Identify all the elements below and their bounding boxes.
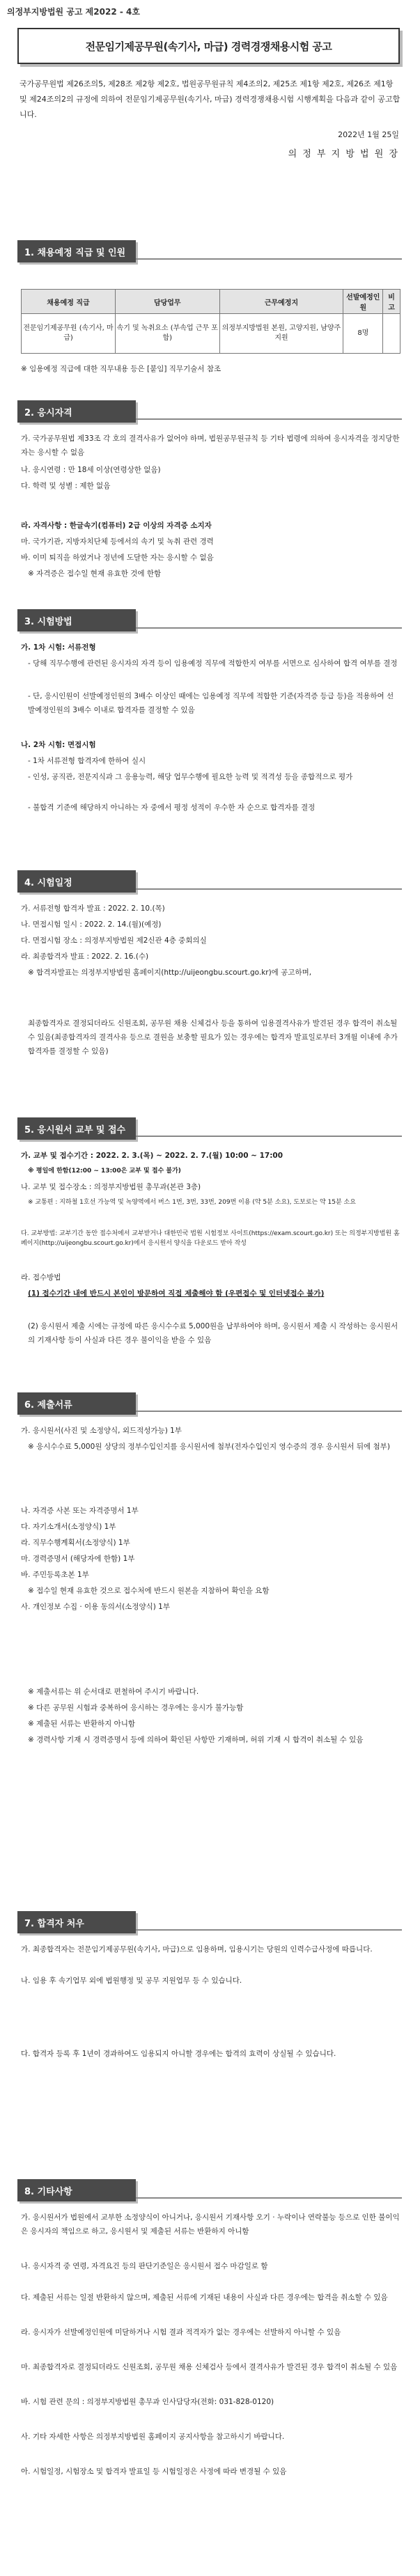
s6-line: 사. 개인정보 수집 · 이용 동의서(소정양식) 1부 xyxy=(21,1603,171,1611)
s8-line: 바. 시험 관련 문의 : 의정부지방법원 총무과 인사담당자(전화: 031-828-0120) xyxy=(21,2398,274,2406)
s4-line: 가. 서류전형 합격자 발표 : 2022. 2. 10.(목) xyxy=(21,904,165,913)
section-divider xyxy=(136,870,402,890)
intro-text: 국가공무원법 제26조의5, 제28조 제2항 제2호, 법원공무원규칙 제4조의2, 제25조 제1항 제2호, 제26조 제1항 및 제24조의2의 규정에 의하여 전문임기제공무원(속기사, 마급) 경력경쟁채용시험 시행계획을 다음과 같이 공고합니다. xyxy=(20,79,400,119)
s6-line: 가. 응시원서(사진 및 소정양식, 외드적성가능) 1부 xyxy=(21,1427,182,1435)
section-7-title: 7. 합격자 처우 xyxy=(17,1911,136,1933)
section-divider xyxy=(136,240,402,260)
section-4-header xyxy=(17,870,402,893)
s6-line: ※ 경력사항 기재 시 경력증명서 등에 의하여 확인된 사항만 기재하며, 허위 기재 시 합격이 취소될 수 있음 xyxy=(28,1736,364,1744)
issuer: 의 정 부 지 방 법 원 장 xyxy=(288,149,399,159)
table-header: 채용예정 직급 xyxy=(22,290,116,314)
s3-line: - 단, 응시인원이 선발예정인원의 3배수 이상인 때에는 임용예정 직무에 적합한 기준(자격증 등급 등)을 적용하여 선발예정인원의 3배수 이내로 합격자를 결정할 수 있음 xyxy=(28,692,394,714)
s4-line: 최종합격자로 결정되더라도 신원조회, 공무원 채용 신체검사 등을 통하여 임용결격사유가 발견된 경우 합격이 취소될 수 있음(최종합격자의 결격사유 등으로 결원을 보충할 필요가 있는 경우에는 합격자 발표일로부터 3개월 이내에 추가합격자를 결정할 수 있음) xyxy=(28,1019,398,1055)
section-8-header xyxy=(17,2179,402,2201)
s8-line: 아. 시험일정, 시험장소 및 합격자 발표일 등 시험일정은 사정에 따라 변경될 수 있음 xyxy=(21,2467,287,2476)
section-2-title: 2. 응시자격 xyxy=(17,400,136,423)
s6-line: ※ 제출된 서류는 반환하지 아니함 xyxy=(28,1720,136,1728)
s8-line: 사. 기타 자세한 사항은 의정부지방법원 홈페이지 공지사항을 참고하시기 바랍니다. xyxy=(21,2433,285,2441)
section-divider xyxy=(136,1392,402,1412)
s3-line: - 당해 직무수행에 관련된 응시자의 자격 등이 임용예정 직무에 적합한지 여부를 서면으로 심사하여 합격 여부를 결정 xyxy=(28,659,398,668)
s2-line: 다. 학력 및 성별 : 제한 없음 xyxy=(21,482,111,490)
section-1-header xyxy=(17,240,402,262)
s3-line: 가. 1차 시험: 서류전형 xyxy=(21,643,96,652)
s6-line: 다. 자기소개서(소정양식) 1부 xyxy=(21,1523,116,1531)
notice-number: 의정부지방법원 공고 제2022 - 4호 xyxy=(7,7,140,17)
s3-line: - 1차 서류전형 합격자에 한하여 실시 xyxy=(28,757,146,765)
section-5-title: 5. 응시원서 교부 및 접수 xyxy=(17,1117,136,1140)
s4-line: 다. 면접시험 장소 : 의정부지방법원 제2신관 4층 중회의실 xyxy=(21,936,207,945)
section-divider xyxy=(136,609,402,629)
page-title: 전문임기제공무원(속기사, 마급) 경력경쟁채용시험 공고 xyxy=(85,40,332,53)
section-4-title: 4. 시험일정 xyxy=(17,870,136,893)
s6-line: 바. 주민등록초본 1부 xyxy=(21,1571,89,1579)
s3-line: - 인성, 공직관, 전문지식과 그 응용능력, 해당 업무수행에 필요한 능력 및 적격성 등을 종합적으로 평가 xyxy=(28,773,353,781)
table-header: 비 고 xyxy=(383,290,400,314)
s5-line: 나. 교부 및 접수장소 : 의정부지방법원 총무과(본관 3층) xyxy=(21,1183,201,1191)
s8-line: 마. 최종합격자로 결정되더라도 신원조회, 공무원 채용 신체검사 등에서 결격사유가 발견된 경우 합격이 취소될 수 있음 xyxy=(21,2363,398,2371)
s6-line: ※ 응시수수료 5,000원 상당의 정부수입인지를 응시원서에 첨부(전자수입인지 영수증의 경우 응시원서 뒤에 첨부) xyxy=(28,1443,390,1451)
s5-line: 가. 교부 및 접수기간 : 2022. 2. 3.(목) ~ 2022. 2. 7.(월) 10:00 ~ 17:00 xyxy=(21,1152,283,1160)
s1-note: ※ 임용예정 직급에 대한 직무내용 등은 [붙임] 직무기술서 참조 xyxy=(21,365,221,373)
s6-line: 라. 직무수행계획서(소정양식) 1부 xyxy=(21,1539,130,1547)
recruit-table xyxy=(21,289,400,354)
s8-line: 라. 응시자가 선발예정인원에 미달하거나 시험 결과 적격자가 없는 경우에는 선발하지 아니할 수 있음 xyxy=(21,2328,341,2337)
section-6-header xyxy=(17,1392,402,1415)
s5-line: (1) 접수기간 내에 반드시 본인이 방문하여 직접 제출해야 함 (우편접수 및 인터넷접수 불가) xyxy=(28,1289,325,1298)
s3-line: - 불합격 기준에 해당하지 아니하는 자 중에서 평정 성적이 우수한 자 순으로 합격자를 결정 xyxy=(28,803,316,812)
section-divider xyxy=(136,1911,402,1931)
s2-line: 라. 자격사항 : 한글속기(컴퓨터) 2급 이상의 자격증 소지자 xyxy=(21,521,212,530)
table-cell: 속기 및 녹취요소 (부속업 근무 포함) xyxy=(115,314,219,354)
s6-line: 마. 경력증명서 (해당자에 한함) 1부 xyxy=(21,1555,135,1563)
section-8-title: 8. 기타사항 xyxy=(17,2179,136,2201)
s7-line: 가. 최종합격자는 전문임기제공무원(속기사, 마급)으로 임용하며, 임용시기는 당원의 인력수급사정에 따릅니다. xyxy=(21,1945,373,1954)
s8-line: 나. 응시자격 중 연령, 자격요건 등의 판단기준일은 응시원서 접수 마감일로 함 xyxy=(21,2262,268,2270)
s2-line: 마. 국가기관, 지방자치단체 등에서의 속기 및 녹취 관련 경력 xyxy=(21,537,214,546)
notice-date: 2022년 1월 25일 xyxy=(338,130,399,139)
table-header-row xyxy=(22,290,400,314)
s7-line: 다. 합격자 등록 후 1년이 경과하여도 임용되지 아니할 경우에는 합격의 효력이 상실될 수 있습니다. xyxy=(21,2050,336,2058)
s8-line: 가. 응시원서가 법원에서 교부한 소정양식이 아니거나, 응시원서 기재사항 오기 · 누락이나 연락불능 등으로 인한 불이익은 응시자의 책임으로 하고, 응시원서 및 제출된 서류는 반환하지 아니함 xyxy=(21,2213,400,2236)
section-divider xyxy=(136,1117,402,1137)
section-divider xyxy=(136,400,402,420)
section-6-title: 6. 제출서류 xyxy=(17,1392,136,1415)
section-3-title: 3. 시험방법 xyxy=(17,609,136,631)
table-cell: 전문임기제공무원 (속기사, 마급) xyxy=(22,314,116,354)
section-3-header xyxy=(17,609,402,631)
s6-line: ※ 접수일 현재 유효한 것으로 접수처에 반드시 원본을 지참하여 확인을 요함 xyxy=(28,1587,270,1595)
s6-line: ※ 제출서류는 위 순서대로 편철하여 주시기 바랍니다. xyxy=(28,1688,199,1696)
table-cell: 8명 xyxy=(343,314,383,354)
table-header: 선발예정인원 xyxy=(343,290,383,314)
s3-line: 나. 2차 시험: 면접시험 xyxy=(21,741,96,749)
s2-line: 나. 응시연령 : 만 18세 이상(연령상한 없음) xyxy=(21,466,161,474)
s5-line: 다. 교부방법: 교부기간 동안 접수처에서 교부받거나 대한민국 법원 시험정보 사이트(https://exam.scourt.go.kr) 또는 의정부지방법원 홈페이지(http://uijeongbu.scourt.go.kr)에서 응시원서 양식을 다운로드 받아 작성 xyxy=(21,1230,400,1247)
s4-line: ※ 합격자발표는 의정부지방법원 홈페이지(http://uijeongbu.scourt.go.kr)에 공고하며, xyxy=(28,968,312,977)
section-2-header xyxy=(17,400,402,423)
table-cell xyxy=(383,314,400,354)
table-header: 담당업무 xyxy=(115,290,219,314)
s5-line: ※ 교통편 : 지하철 1호선 가능역 및 녹양역에서 버스 1번, 3번, 33번, 209번 이용 (약 5분 소요), 도보로는 약 15분 소요 xyxy=(28,1199,356,1206)
s8-line: 다. 제출된 서류는 일절 반환하지 않으며, 제출된 서류에 기재된 내용이 사실과 다른 경우에는 합격을 취소할 수 있음 xyxy=(21,2293,388,2302)
s2-line: 바. 이미 퇴직을 하였거나 정년에 도달한 자는 응시할 수 없음 xyxy=(21,553,214,562)
s7-line: 나. 임용 후 속기업무 외에 법원행정 및 공무 지원업무 등 수 있습니다. xyxy=(21,1977,242,1985)
s2-line: ※ 자격증은 접수일 현재 유효한 것에 한함 xyxy=(28,570,162,578)
table-cell: 의정부지방법원 본원, 고양지원, 남양주지원 xyxy=(219,314,343,354)
section-5-header xyxy=(17,1117,402,1140)
table-row xyxy=(22,314,400,354)
section-divider xyxy=(136,2179,402,2199)
s5-line: (2) 응시원서 제출 시에는 규정에 따른 응시수수료 5,000원을 납부하여야 하며, 응시원서 제출 시 작성하는 응시원서의 기재사항 등이 사실과 다른 경우 불이익을 받을 수 있음 xyxy=(28,1322,398,1344)
s2-line: 가. 국가공무원법 제33조 각 호의 결격사유가 없어야 하며, 법원공무원규칙 등 기타 법령에 의하여 응시자격을 정지당한 자는 응시할 수 없음 xyxy=(21,434,400,457)
title-box xyxy=(17,28,400,64)
table-header: 근무예정지 xyxy=(219,290,343,314)
s5-line: ※ 평일에 한함(12:00 ~ 13:00은 교부 및 접수 불가) xyxy=(28,1168,181,1175)
s6-line: 나. 자격증 사본 또는 자격증명서 1부 xyxy=(21,1507,139,1515)
s5-line: 라. 접수방법 xyxy=(21,1273,61,1282)
s4-line: 나. 면접시험 일시 : 2022. 2. 14.(월)(예정) xyxy=(21,920,162,929)
s6-line: ※ 다른 공무원 시험과 중복하여 응시하는 경우에는 응시가 불가능함 xyxy=(28,1704,244,1712)
section-1-title: 1. 채용예정 직급 및 인원 xyxy=(17,240,136,262)
s4-line: 라. 최종합격자 발표 : 2022. 2. 16.(수) xyxy=(21,952,149,961)
section-7-header xyxy=(17,1911,402,1933)
